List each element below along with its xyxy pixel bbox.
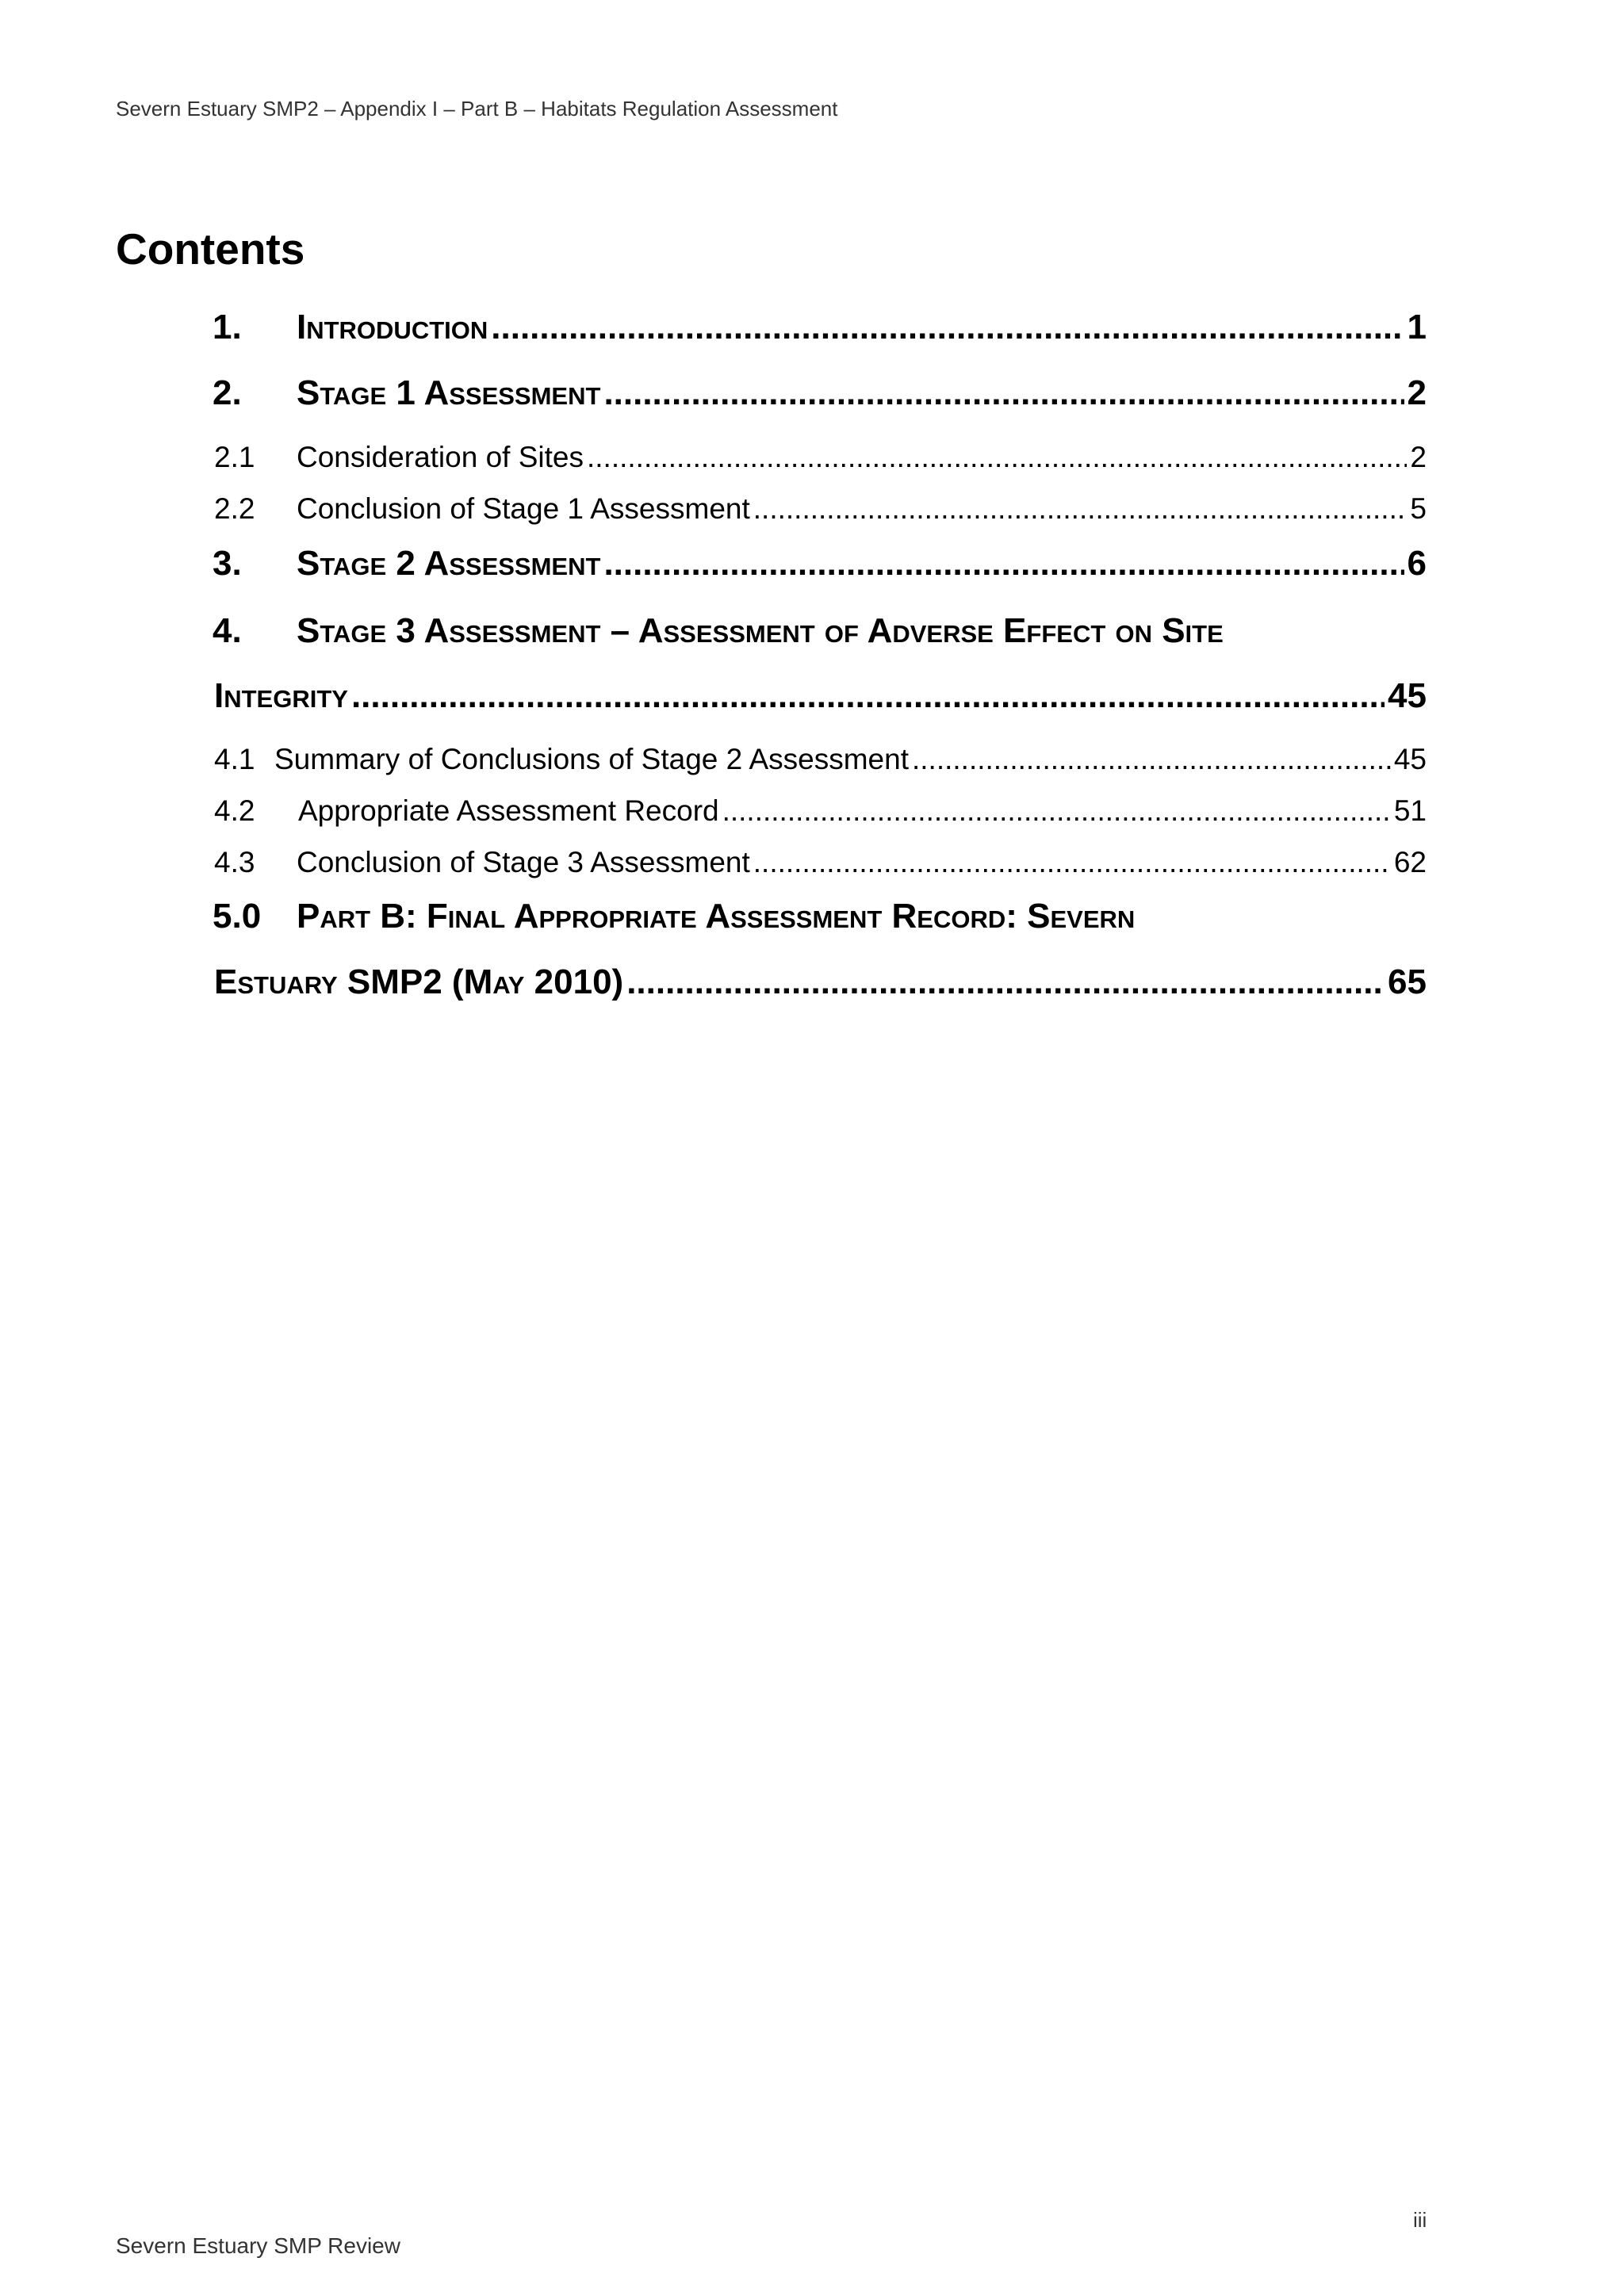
toc-leader-dots bbox=[753, 846, 1391, 879]
page-number: iii bbox=[1413, 2208, 1427, 2232]
toc-label: Appropriate Assessment Record bbox=[298, 794, 719, 827]
running-header: Severn Estuary SMP2 – Appendix I – Part B – Habitats Regulation Assessment bbox=[116, 97, 838, 121]
toc-entry-introduction[interactable] bbox=[213, 308, 1427, 355]
toc-entry-stage-2-assessment[interactable] bbox=[213, 544, 1427, 591]
toc-page-number: 2 bbox=[1410, 441, 1427, 473]
toc-label-continued: Integrity bbox=[214, 676, 348, 715]
page-title: Contents bbox=[116, 224, 305, 274]
toc-number: 3. bbox=[213, 544, 242, 583]
toc-entry-part-b-line2[interactable] bbox=[214, 962, 1427, 1010]
toc-entry-conclusion-of-stage-3[interactable] bbox=[213, 846, 1427, 886]
toc-label: Conclusion of Stage 1 Assessment bbox=[297, 492, 750, 525]
toc-number: 4.2 bbox=[214, 794, 255, 827]
toc-page-number: 2 bbox=[1407, 373, 1427, 412]
toc-leader-dots bbox=[753, 492, 1408, 526]
toc-label: Stage 1 Assessment bbox=[297, 373, 601, 412]
toc-page-number: 45 bbox=[1388, 676, 1427, 715]
toc-number: 5.0 bbox=[213, 897, 262, 936]
toc-entry-stage-3-assessment-line1[interactable] bbox=[213, 611, 1427, 659]
toc-label-continued: Estuary SMP2 (May 2010) bbox=[214, 962, 624, 1001]
toc-entry-part-b-line1[interactable] bbox=[213, 897, 1427, 944]
toc-entry-stage-3-assessment-line2[interactable] bbox=[214, 676, 1427, 724]
toc-entry-appropriate-assessment-record[interactable] bbox=[213, 794, 1427, 834]
toc-entry-consideration-of-sites[interactable] bbox=[213, 441, 1427, 480]
toc-number: 2.1 bbox=[214, 441, 255, 473]
running-footer: Severn Estuary SMP Review bbox=[116, 2233, 400, 2258]
toc-page-number: 5 bbox=[1410, 492, 1427, 525]
toc-label: Stage 2 Assessment bbox=[297, 544, 601, 583]
toc-label: Part B: Final Appropriate Assessment Record: Severn bbox=[297, 897, 1136, 936]
toc-page-number: 1 bbox=[1407, 308, 1427, 346]
toc-entry-stage-1-assessment[interactable] bbox=[213, 373, 1427, 421]
toc-label: Conclusion of Stage 3 Assessment bbox=[297, 846, 750, 878]
toc-label: Consideration of Sites bbox=[297, 441, 584, 473]
toc-page-number: 51 bbox=[1393, 794, 1427, 827]
toc-page-number: 45 bbox=[1393, 743, 1427, 775]
toc-leader-dots bbox=[912, 743, 1391, 776]
toc-page-number: 62 bbox=[1393, 846, 1427, 878]
toc-entry-conclusion-of-stage-1[interactable] bbox=[213, 492, 1427, 532]
toc-leader-dots bbox=[722, 794, 1391, 828]
toc-label: Introduction bbox=[297, 308, 488, 346]
toc-page-number: 6 bbox=[1407, 544, 1427, 583]
toc-number: 4.1 bbox=[214, 743, 255, 775]
toc-number: 4. bbox=[213, 611, 242, 650]
toc-label: Summary of Conclusions of Stage 2 Assessment bbox=[274, 743, 909, 775]
toc-number: 2.2 bbox=[214, 492, 255, 525]
toc-leader-dots bbox=[603, 373, 1404, 413]
toc-entry-summary-of-conclusions[interactable] bbox=[213, 743, 1427, 783]
toc-number: 1. bbox=[213, 308, 242, 346]
toc-number: 4.3 bbox=[214, 846, 255, 878]
toc-leader-dots bbox=[491, 308, 1404, 347]
toc-page-number: 65 bbox=[1388, 962, 1427, 1001]
toc-leader-dots bbox=[351, 676, 1385, 716]
toc-number: 2. bbox=[213, 373, 242, 412]
toc-leader-dots bbox=[626, 962, 1385, 1002]
toc-leader-dots bbox=[603, 544, 1404, 584]
toc-leader-dots bbox=[587, 441, 1407, 474]
toc-label: Stage 3 Assessment – Assessment of Adverse Effect on Site bbox=[297, 611, 1224, 650]
